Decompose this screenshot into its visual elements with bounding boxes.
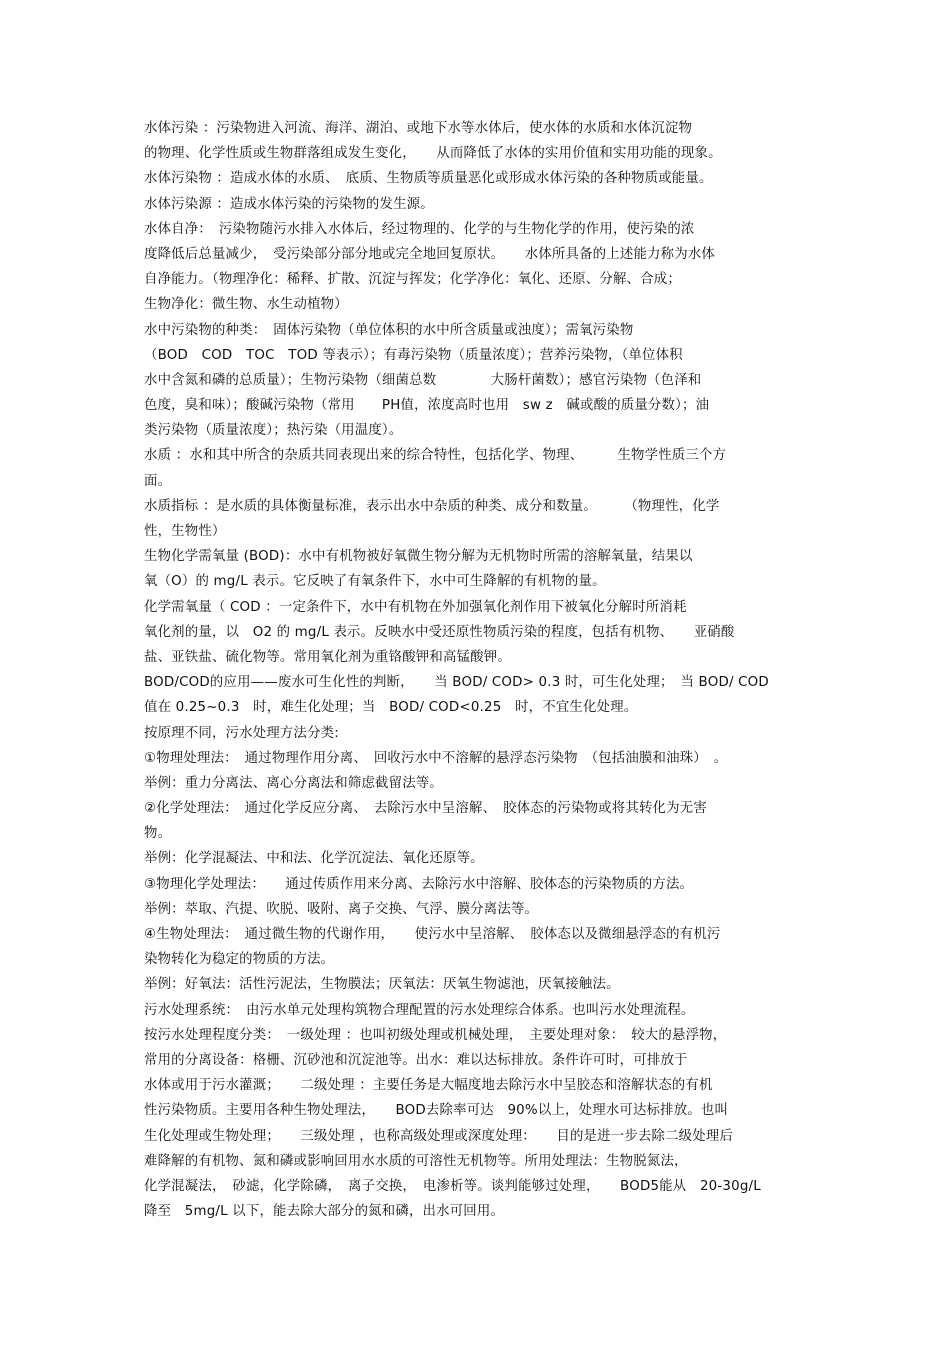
- text-line: 生化处理或生物处理； 三级处理 ，也称高级处理或深度处理： 目的是进一步去除二级处理后: [144, 1128, 734, 1144]
- text-line: 氧化剂的量，以 O2 的 mg/L 表示。反映水中受还原性物质污染的程度，包括有机物、 亚硝酸: [144, 624, 735, 640]
- text-line: 性污染物质。主要用各种生物处理法， BOD去除率可达 90%以上，处理水可达标排放。也叫: [144, 1103, 729, 1119]
- text-line: （BOD COD TOC TOD 等表示）；有毒污染物（质量浓度）；营养污染物，（单位体积: [144, 347, 683, 363]
- text-line: 按原理不同，污水处理方法分类:: [144, 725, 339, 741]
- text-line: 举例：化学混凝法、中和法、化学沉淀法、氧化还原等。: [144, 851, 484, 867]
- text-line: ④生物处理法： 通过微生物的代谢作用， 使污水中呈溶解、 胶体态以及微细悬浮态的有机污: [144, 927, 721, 942]
- document-body: [144, 116, 824, 1224]
- text-line: 色度，臭和味）；酸碱污染物（常用 PH值，浓度高时也用 sw z 碱或酸的质量分数）；油: [144, 398, 710, 414]
- text-line: 盐、亚铁盐、硫化物等。常用氧化剂为重铬酸钾和高锰酸钾。: [144, 649, 511, 665]
- text-line: 水中含氮和磷的总质量）；生物污染物（细菌总数 大肠杆菌数）；感官污染物（色泽和: [144, 372, 702, 388]
- text-line: 水体自净： 污染物随污水排入水体后，经过物理的、化学的与生物化学的作用，使污染的浓: [144, 221, 695, 237]
- text-line: 染物转化为稳定的物质的方法。: [144, 952, 335, 968]
- text-line: 生物化学需氧量 (BOD)：水中有机物被好氧微生物分解为无机物时所需的溶解氧量，结果以: [144, 549, 693, 565]
- text-line: 物。: [144, 826, 172, 842]
- text-line: 水体污染 ：污染物进入河流、海洋、湖泊、或地下水等水体后，使水体的水质和水体沉淀物: [144, 121, 693, 136]
- text-line: 面。: [144, 473, 172, 489]
- text-line: 举例：萃取、汽提、吹脱、吸附、离子交换、气浮、膜分离法等。: [144, 901, 539, 917]
- text-line: 值在 0.25~0.3 时，难生化处理；当 BOD/ COD<0.25 时，不宜生化处理。: [144, 700, 638, 716]
- text-line: 自净能力。（物理净化：稀释、扩散、沉淀与挥发；化学净化：氧化、还原、分解、合成；: [144, 272, 681, 288]
- text-line: 性，生物性）: [144, 524, 226, 539]
- text-line: ②化学处理法： 通过化学反应分离、 去除污水中呈溶解、 胶体态的污染物或将其转化为无害: [144, 801, 707, 817]
- text-line: 化学混凝法， 砂滤，化学除磷， 离子交换， 电渗析等。谈判能够过处理， BOD5能从 20-30g/L: [144, 1178, 761, 1194]
- text-line: ③物理化学处理法： 通过传质作用来分离、去除污水中溶解、胶体态的污染物质的方法。: [144, 876, 694, 892]
- text-line: 化学需氧量（ COD ：一定条件下，水中有机物在外加强氧化剂作用下被氧化分解时所消耗: [144, 599, 687, 615]
- text-line: 的物理、化学性质或生物群落组成发生变化， 从而降低了水体的实用价值和实用功能的现象。: [144, 146, 722, 162]
- text-line: 举例：重力分离法、离心分离法和筛虑截留法等。: [144, 775, 443, 791]
- text-line: 水中污染物的种类： 固体污染物（单位体积的水中所含质量或浊度）；需氧污染物: [144, 322, 634, 338]
- text-line: 类污染物（质量浓度）；热污染（用温度）。: [144, 423, 403, 439]
- text-line: 水质 ：水和其中所含的杂质共同表现出来的综合特性，包括化学、物理、 生物学性质三个方: [144, 448, 727, 464]
- text-line: 污水处理系统： 由污水单元处理构筑物合理配置的污水处理综合体系。也叫污水处理流程。: [144, 1002, 695, 1018]
- text-line: 度降低后总量减少， 受污染部分部分地或完全地回复原状。 水体所具备的上述能力称为水体: [144, 246, 715, 262]
- text-line: ①物理处理法： 通过物理作用分离、 回收污水中不溶解的悬浮态污染物 （包括油膜和油珠） 。: [144, 750, 728, 766]
- text-line: 水体污染物 ：造成水体的水质、 底质、生物质等质量恶化或形成水体污染的各种物质或能量。: [144, 171, 713, 187]
- text-line: 水质指标 ：是水质的具体衡量标准，表示出水中杂质的种类、成分和数量。 （物理性，化学: [144, 498, 720, 514]
- text-line: 难降解的有机物、氮和磷或影响回用水水质的可溶性无机物等。所用处理法：生物脱氮法，: [144, 1153, 688, 1169]
- text-line: 举例：好氧法：活性污泥法，生物膜法；厌氧法：厌氧生物滤池，厌氧接触法。: [144, 977, 620, 993]
- text-line: 水体或用于污水灌溉； 二级处理 ：主要任务是大幅度地去除污水中呈胶态和溶解状态的有机: [144, 1078, 713, 1094]
- text-line: 常用的分离设备：格栅、沉砂池和沉淀池等。出水：难以达标排放。条件许可时，可排放于: [144, 1052, 688, 1068]
- text-line: 按污水处理程度分类： 一级处理 ：也叫初级处理或机械处理， 主要处理对象： 较大的悬浮物，: [144, 1027, 727, 1043]
- text-line: 氧（O）的 mg/L 表示。它反映了有氧条件下，水中可生降解的有机物的量。: [144, 574, 606, 590]
- text-line: 水体污染源 ：造成水体污染的污染物的发生源。: [144, 196, 434, 212]
- text-line: 降至 5mg/L 以下，能去除大部分的氮和磷，出水可回用。: [144, 1204, 505, 1220]
- text-line: BOD/COD的应用——废水可生化性的判断， 当 BOD/ COD> 0.3 时，可生化处理； 当 BOD/ COD: [144, 675, 769, 691]
- text-line: 生物净化：微生物、水生动植物）: [144, 297, 348, 313]
